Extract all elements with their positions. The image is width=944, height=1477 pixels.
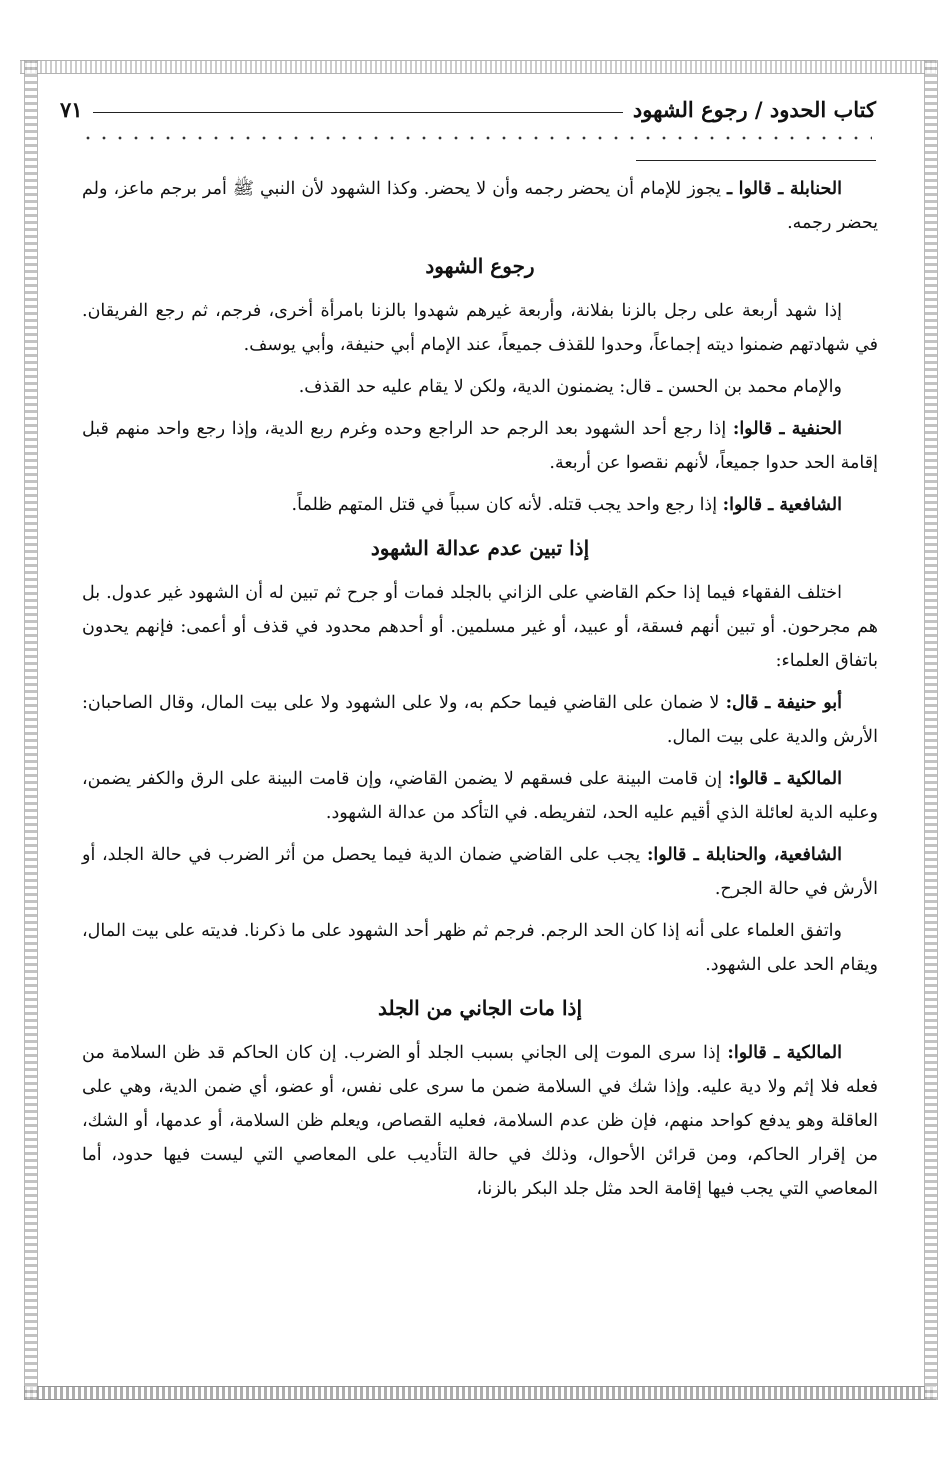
paragraph-text: إذا رجع واحد يجب قتله. لأنه كان سبباً في قتل المتهم ظلماً. (291, 495, 718, 515)
paragraph (82, 412, 878, 480)
ornamental-border-top (20, 60, 936, 74)
section-heading: إذا مات الجاني من الجلد (377, 996, 582, 1020)
paragraph-text: يجب على القاضي ضمان الدية فيما يحصل من أثر الضرب في حالة الجلد، أو الأرش في حالة الجرح. (82, 845, 878, 899)
page-body (82, 172, 878, 1214)
paragraph-lead: أبو حنيفة ـ قال: (725, 693, 842, 713)
page-number: ٧١ (60, 96, 83, 122)
dotted-separator (80, 135, 872, 141)
header-title: كتاب الحدود / رجوع الشهود (632, 96, 876, 122)
paragraph-text: إذا سرى الموت إلى الجاني بسبب الجلد أو الضرب. إن كان الحاكم قد ظن السلامة من فعله فلا إثم ولا دية عليه. وإذا شك في السلامة ضمن ما سرى على نفس، أو عضو، أي ضمن الدية، وهي على العاقلة وهو يدفع كواحد منهم، فإن ظن عدم السلامة، فعليه القصاص، ويعلم ظن السلامة، أو عدمها، أو الشك، من إقرار الحاكم، ومن قرائن الأحوال، وذلك في حالة التأديب على المعاصي التي ليست فيها حدود، أما المعاصي التي يجب فيها إقامة الحد مثل جلد البكر بالزنا، (82, 1043, 878, 1199)
paragraph (82, 1036, 878, 1206)
ornamental-border-bottom (24, 1386, 936, 1400)
paragraph (82, 488, 878, 522)
paragraph-text: إن قامت البينة على فسقهم لا يضمن القاضي، وإن قامت البينة على الرق والكفر يضمن، وعليه الدية لعائلة الذي أقيم عليه الحد، لتفريطه. في التأكد من عدالة الشهود. (82, 769, 878, 823)
paragraph-lead: الشافعية ـ قالوا: (722, 495, 842, 515)
paragraph (82, 370, 878, 404)
ornamental-border-left (24, 60, 38, 1400)
paragraph (82, 172, 878, 240)
paragraph-text: يجوز للإمام أن يحضر رجمه وأن لا يحضر. وكذا الشهود لأن النبي ﷺ أمر برجم ماعز، ولم يحضر رجمه. (82, 179, 878, 233)
paragraph (82, 762, 878, 830)
paragraph-text: إذا شهد أربعة على رجل بالزنا بفلانة، وأربعة غيرهم شهدوا بالزنا بامرأة أخرى، فرجم، ثم رجع الفريقان. في شهادتهم ضمنوا ديته إجماعاً، وحدوا للقذف جميعاً، عند الإمام أبي حنيفة، وأبي يوسف. (82, 301, 878, 355)
section-heading: إذا تبين عدم عدالة الشهود (370, 536, 590, 560)
paragraph (82, 914, 878, 982)
section-heading: رجوع الشهود (425, 254, 535, 278)
paragraph-text: إذا رجع أحد الشهود بعد الرجم حد الراجع وحده وغرم ربع الدية، وإذا رجع واحد منهم قبل إقامة الحد حدوا جميعاً، لأنهم نقصوا عن أربعة. (82, 419, 878, 473)
paragraph (82, 838, 878, 906)
running-header (60, 92, 876, 126)
paragraph (82, 294, 878, 362)
paragraph-text: واتفق العلماء على أنه إذا كان الحد الرجم. فرجم ثم ظهر أحد الشهود على ما ذكرنا. فديته على بيت المال، ويقام الحد على الشهود. (82, 921, 878, 975)
header-rule (93, 112, 623, 113)
paragraph-lead: الحنابلة ـ قالوا ـ (727, 179, 842, 199)
paragraph-lead: المالكية ـ قالوا: (727, 1043, 842, 1063)
ornamental-border-right (924, 60, 938, 1400)
paragraph-lead: الحنفية ـ قالوا: (732, 419, 842, 439)
paragraph-lead: الشافعية، والحنابلة ـ قالوا: (646, 845, 842, 865)
continuation-rule (636, 160, 876, 161)
paragraph-text: لا ضمان على القاضي فيما حكم به، ولا على الشهود ولا على بيت المال، وقال الصاحبان: الأرش والدية على بيت المال. (82, 693, 878, 747)
paragraph (82, 686, 878, 754)
paragraph (82, 576, 878, 678)
paragraph-lead: المالكية ـ قالوا: (728, 769, 842, 789)
paragraph-text: اختلف الفقهاء فيما إذا حكم القاضي على الزاني بالجلد فمات أو جرح ثم تبين له أن الشهود غير عدول. بل هم مجرحون. أو تبين أنهم فسقة، أو عبيد، أو غير مسلمين. أو أحدهم محدود في قذف أو أعمى: فإنهم يحدون باتفاق العلماء: (82, 583, 878, 671)
paragraph-text: والإمام محمد بن الحسن ـ قال: يضمنون الدية، ولكن لا يقام عليه حد القذف. (298, 377, 842, 397)
